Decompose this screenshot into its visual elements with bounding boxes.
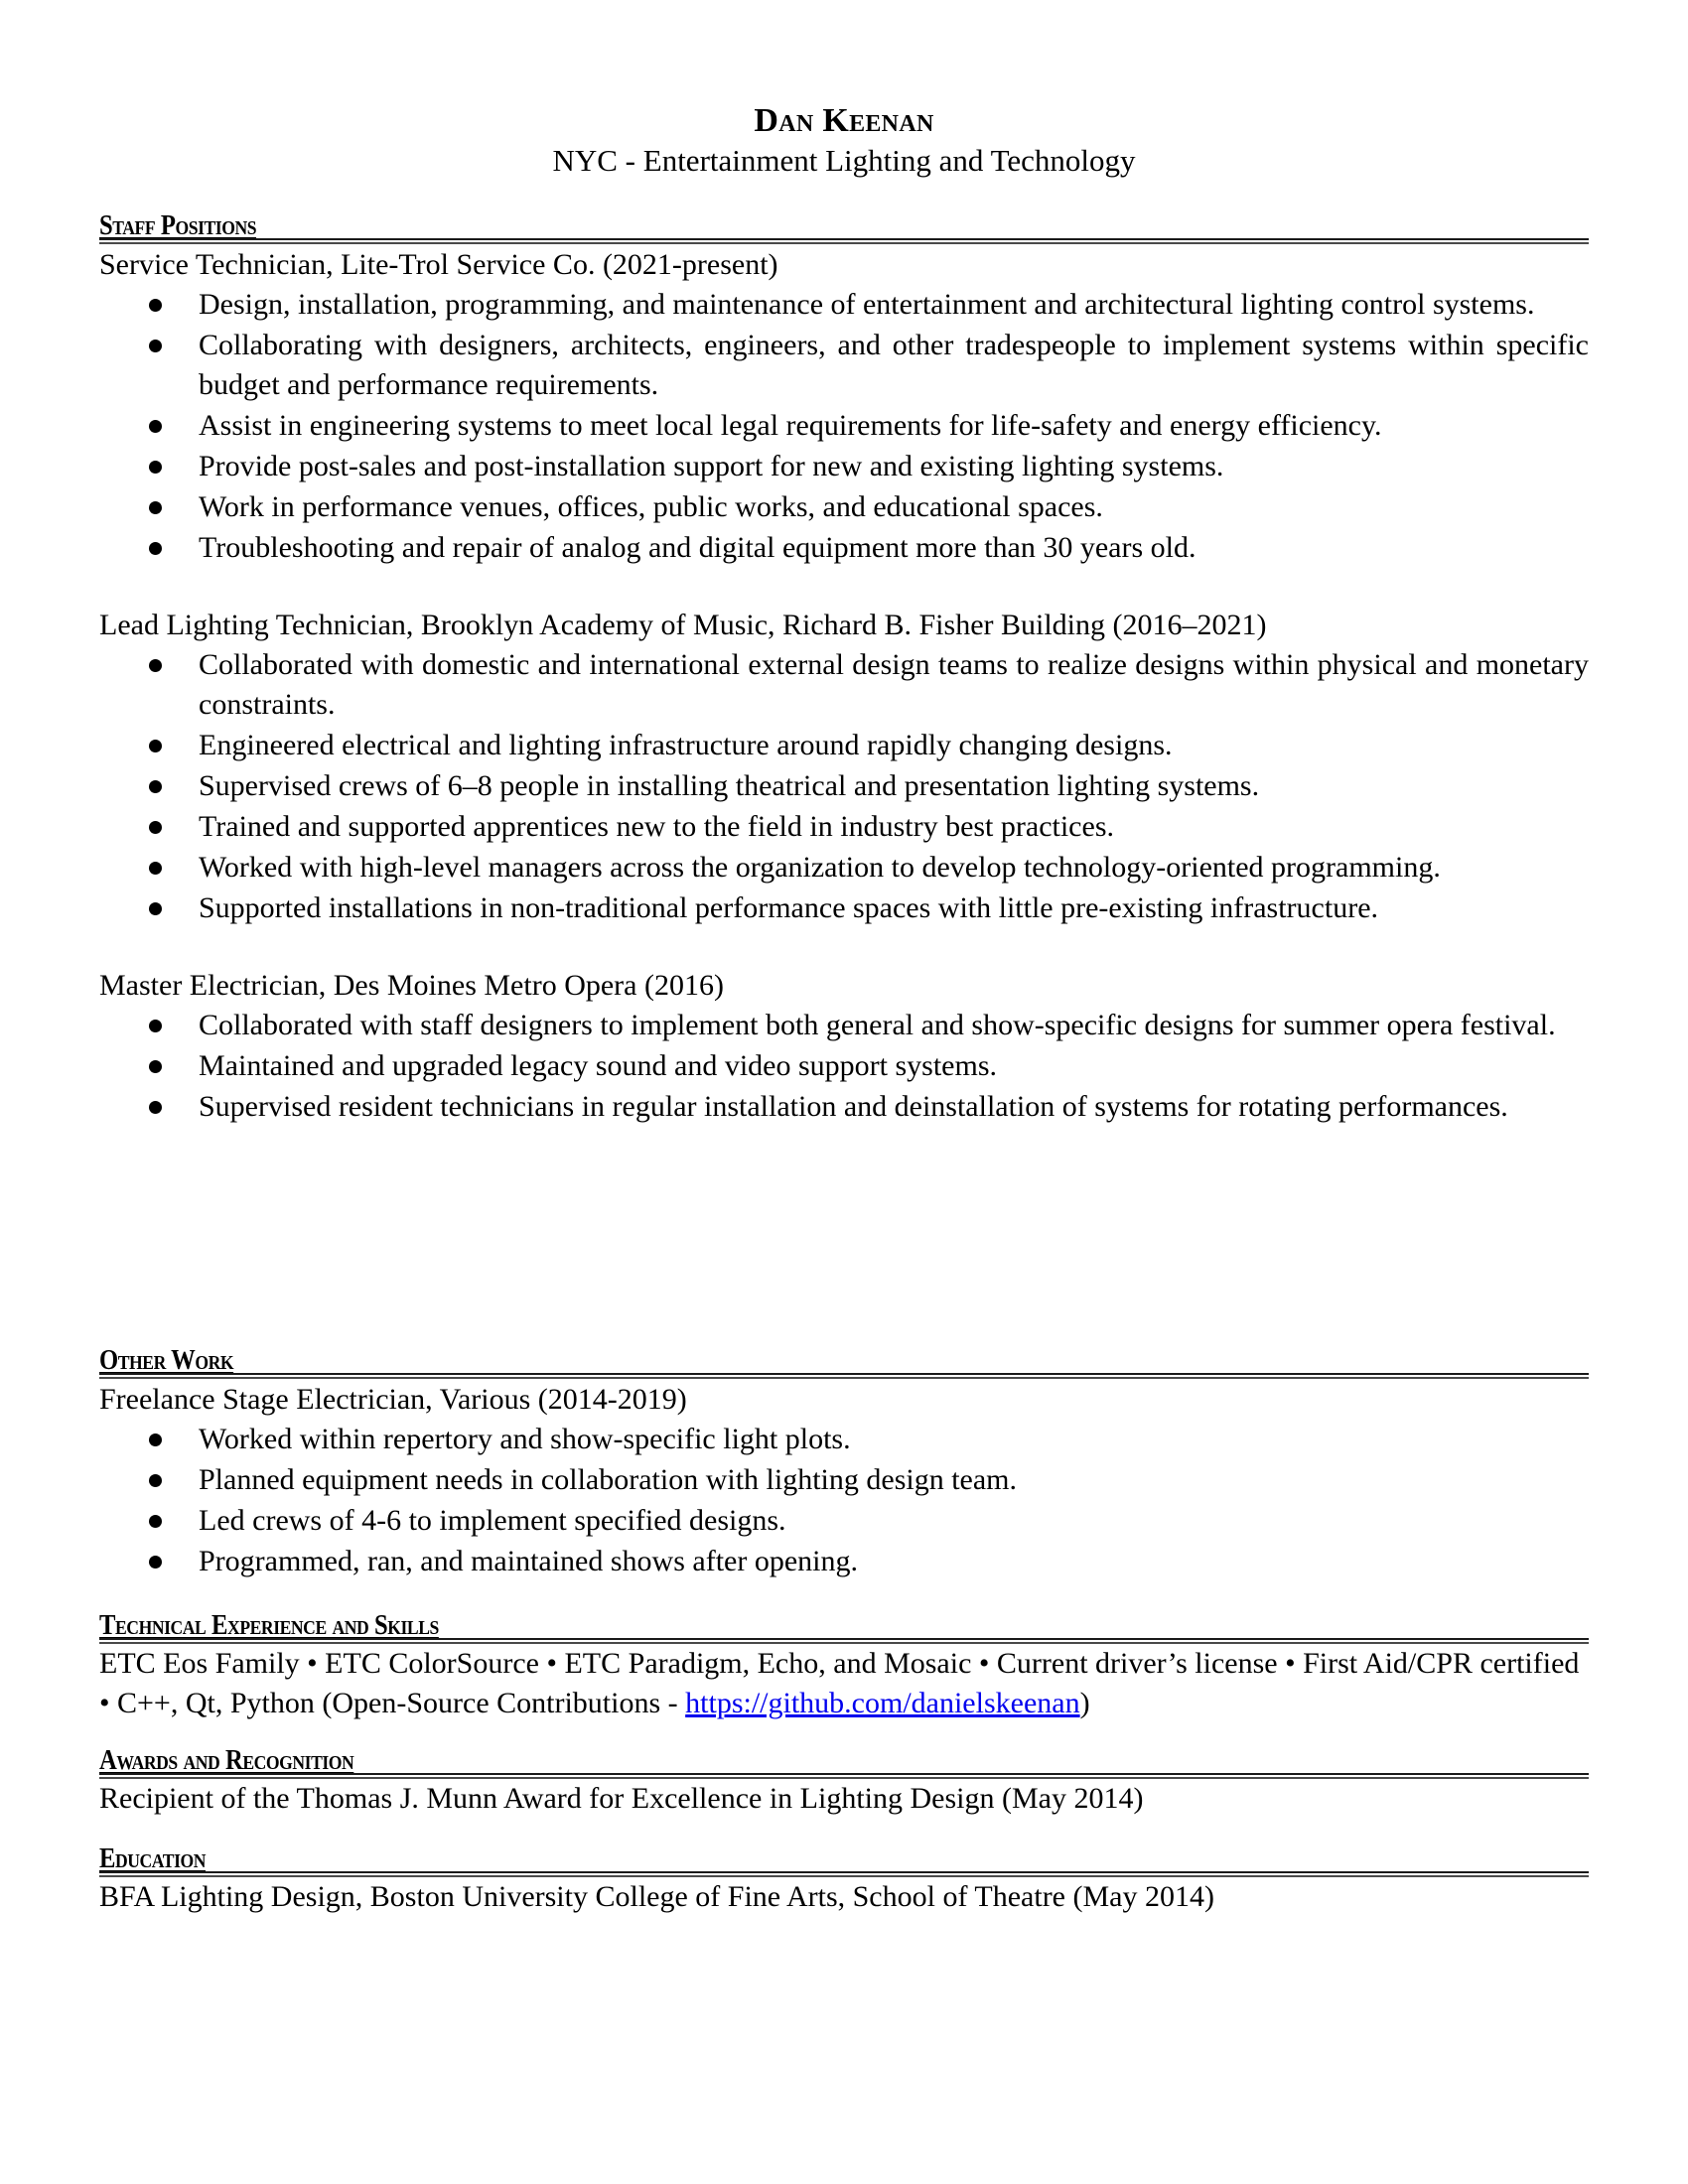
section-title: Awards and Recognition — [99, 1745, 354, 1776]
bullet-icon — [149, 501, 162, 514]
bullet-item: Programmed, ran, and maintained shows after opening. — [99, 1542, 1589, 1581]
section-heading — [99, 210, 1589, 244]
bullet-item: Worked within repertory and show-specific light plots. — [99, 1420, 1589, 1459]
section-title: Education — [99, 1843, 207, 1874]
bullet-icon — [149, 1020, 162, 1032]
section-divider — [99, 238, 1589, 244]
section-divider — [99, 1773, 1589, 1779]
section-heading — [99, 1745, 1589, 1779]
job-title: Lead Lighting Technician, Brooklyn Academy of Music, Richard B. Fisher Building (2016–2021) — [99, 609, 1267, 641]
bullet-icon — [149, 862, 162, 875]
bullet-item: Planned equipment needs in collaboration with lighting design team. — [99, 1460, 1589, 1500]
bullet-item: Collaborating with designers, architects, engineers, and other tradespeople to implement systems within specific budget and performance requirements. — [99, 326, 1589, 405]
job-entry — [99, 965, 1589, 1127]
job-bullets — [99, 1006, 1589, 1127]
bullet-icon — [149, 1474, 162, 1487]
bullet-item: Supervised resident technicians in regular installation and deinstallation of systems for rotating performances. — [99, 1087, 1589, 1127]
bullet-item: Troubleshooting and repair of analog and digital equipment more than 30 years old. — [99, 528, 1589, 568]
bullet-icon — [149, 1101, 162, 1114]
section-divider — [99, 1638, 1589, 1644]
job-entry — [99, 605, 1589, 928]
section-staff-positions — [99, 210, 1589, 1128]
bullet-item: Collaborated with staff designers to implement both general and show-specific designs for summer opera festival. — [99, 1006, 1589, 1045]
education-text: BFA Lighting Design, Boston University College of Fine Arts, School of Theatre (May 2014) — [99, 1880, 1214, 1913]
bullet-icon — [149, 780, 162, 793]
job-entry — [99, 244, 1589, 568]
bullet-icon — [149, 1515, 162, 1528]
section-divider — [99, 1871, 1589, 1877]
job-bullets — [99, 1420, 1589, 1581]
bullet-item: Engineered electrical and lighting infrastructure around rapidly changing designs. — [99, 726, 1589, 765]
bullet-item: Collaborated with domestic and international external design teams to realize designs within physical and monetary constraints. — [99, 645, 1589, 725]
job-bullets — [99, 645, 1589, 928]
bullet-item: Worked with high-level managers across the organization to develop technology-oriented programming. — [99, 848, 1589, 887]
bullet-icon — [149, 299, 162, 312]
section-divider — [99, 1373, 1589, 1379]
github-link[interactable]: https://github.com/danielskeenan — [685, 1687, 1080, 1719]
bullet-item: Trained and supported apprentices new to the field in industry best practices. — [99, 807, 1589, 847]
bullet-icon — [149, 420, 162, 433]
section-title: Technical Experience and Skills — [99, 1610, 439, 1641]
spacer — [99, 929, 1589, 965]
bullet-icon — [149, 1556, 162, 1569]
job-title: Freelance Stage Electrician, Various (2014-2019) — [99, 1383, 687, 1416]
section-education — [99, 1843, 1589, 1917]
bullet-item: Supervised crews of 6–8 people in installing theatrical and presentation lighting systems. — [99, 766, 1589, 806]
bullet-icon — [149, 902, 162, 915]
bullet-icon — [149, 740, 162, 752]
bullet-icon — [149, 659, 162, 672]
section-title: Staff Positions — [99, 210, 257, 241]
section-title: Other Work — [99, 1345, 234, 1376]
spacer — [99, 569, 1589, 605]
bullet-icon — [149, 821, 162, 834]
section-awards — [99, 1745, 1589, 1819]
candidate-name: Dan Keenan — [754, 102, 934, 139]
candidate-tagline: NYC - Entertainment Lighting and Technology — [552, 143, 1136, 178]
bullet-item: Design, installation, programming, and maintenance of entertainment and architectural lighting control systems. — [99, 285, 1589, 325]
section-other-work — [99, 1345, 1589, 1582]
job-entry — [99, 1379, 1589, 1581]
job-title: Master Electrician, Des Moines Metro Opera (2016) — [99, 969, 724, 1002]
bullet-item: Work in performance venues, offices, public works, and educational spaces. — [99, 487, 1589, 527]
skills-text: ETC Eos Family • ETC ColorSource • ETC Paradigm, Echo, and Mosaic • Current driver’s license • First Aid/CPR certified • C++, Qt, Python (Open-Source Contributions - https://github.com/danielskeenan) — [99, 1647, 1580, 1719]
award-text: Recipient of the Thomas J. Munn Award for Excellence in Lighting Design (May 2014) — [99, 1782, 1144, 1815]
section-heading — [99, 1345, 1589, 1379]
section-heading — [99, 1843, 1589, 1877]
section-heading — [99, 1610, 1589, 1644]
bullet-item: Led crews of 4-6 to implement specified designs. — [99, 1501, 1589, 1541]
bullet-icon — [149, 340, 162, 352]
job-bullets — [99, 285, 1589, 568]
job-title: Service Technician, Lite-Trol Service Co. (2021-present) — [99, 248, 778, 281]
bullet-icon — [149, 461, 162, 474]
bullet-icon — [149, 542, 162, 555]
section-skills — [99, 1610, 1589, 1723]
bullet-item: Assist in engineering systems to meet local legal requirements for life-safety and energy efficiency. — [99, 406, 1589, 446]
bullet-icon — [149, 1433, 162, 1446]
bullet-item: Supported installations in non-traditional performance spaces with little pre-existing infrastructure. — [99, 888, 1589, 928]
bullet-item: Provide post-sales and post-installation support for new and existing lighting systems. — [99, 447, 1589, 486]
bullet-item: Maintained and upgraded legacy sound and video support systems. — [99, 1046, 1589, 1086]
bullet-icon — [149, 1060, 162, 1073]
